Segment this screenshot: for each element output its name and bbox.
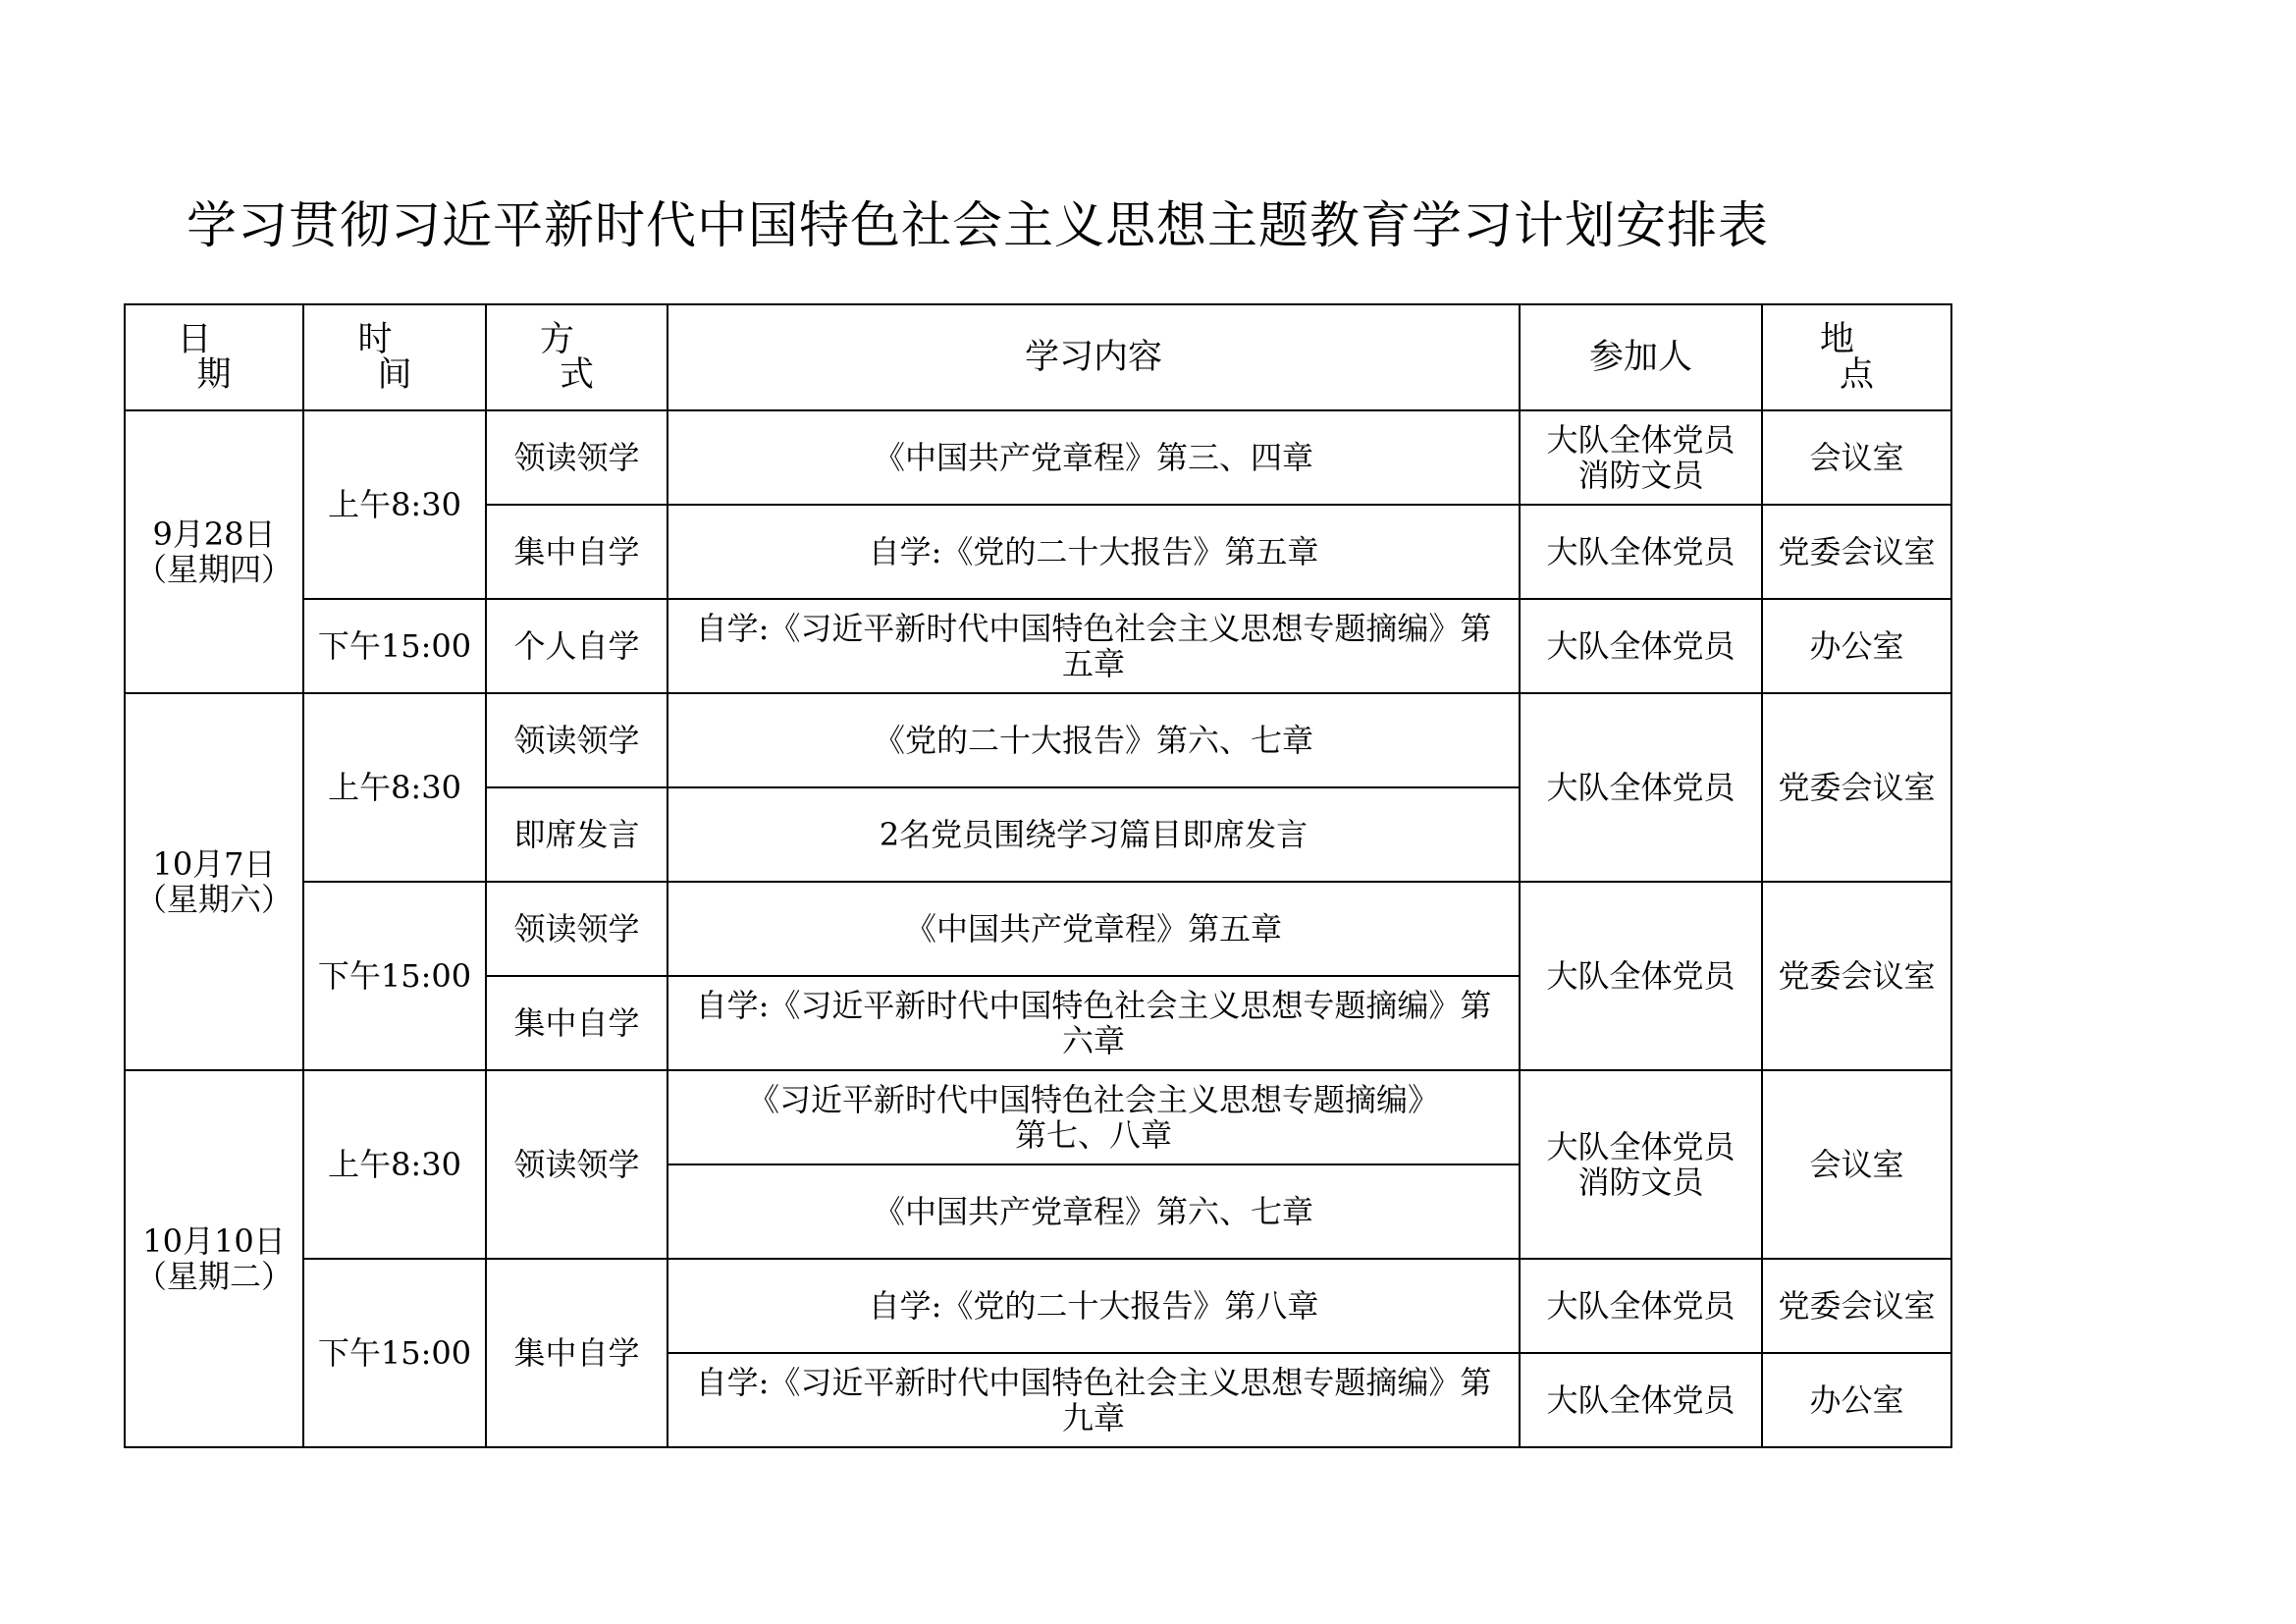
schedule-table [124, 303, 1952, 1448]
method-cell: 即席发言 [486, 787, 667, 882]
content-cell: 自学:《习近平新时代中国特色社会主义思想专题摘编》第 五章 [667, 599, 1520, 693]
header-row [125, 304, 1951, 410]
content-cell: 自学:《党的二十大报告》第五章 [667, 505, 1520, 599]
content-cell: 2名党员围绕学习篇目即席发言 [667, 787, 1520, 882]
participants-cell: 大队全体党员 [1520, 1353, 1762, 1447]
table-row [125, 1070, 1951, 1164]
content-cell: 《中国共产党章程》第三、四章 [667, 410, 1520, 505]
table-row [125, 599, 1951, 693]
method-cell: 集中自学 [486, 976, 667, 1070]
method-cell: 领读领学 [486, 882, 667, 976]
header-location: 地 点 [1762, 304, 1951, 410]
participants-cell: 大队全体党员 [1520, 599, 1762, 693]
content-cell: 《中国共产党章程》第五章 [667, 882, 1520, 976]
table-row [125, 693, 1951, 787]
time-cell: 下午15:00 [303, 1259, 486, 1447]
location-cell: 党委会议室 [1762, 693, 1951, 882]
content-cell: 《中国共产党章程》第六、七章 [667, 1164, 1520, 1259]
header-time: 时 间 [303, 304, 486, 410]
content-cell: 《习近平新时代中国特色社会主义思想专题摘编》 第七、八章 [667, 1070, 1520, 1164]
content-cell: 自学:《习近平新时代中国特色社会主义思想专题摘编》第 六章 [667, 976, 1520, 1070]
participants-cell: 大队全体党员 [1520, 505, 1762, 599]
method-cell: 个人自学 [486, 599, 667, 693]
location-cell: 办公室 [1762, 1353, 1951, 1447]
content-cell: 《党的二十大报告》第六、七章 [667, 693, 1520, 787]
participants-cell: 大队全体党员 [1520, 693, 1762, 882]
participants-cell: 大队全体党员 消防文员 [1520, 1070, 1762, 1259]
location-cell: 会议室 [1762, 410, 1951, 505]
date-cell: 10月10日 （星期二） [125, 1070, 303, 1447]
table-row [125, 1259, 1951, 1353]
location-cell: 会议室 [1762, 1070, 1951, 1259]
location-cell: 办公室 [1762, 599, 1951, 693]
method-cell: 集中自学 [486, 1259, 667, 1447]
location-cell: 党委会议室 [1762, 505, 1951, 599]
method-cell: 领读领学 [486, 693, 667, 787]
header-date: 日 期 [125, 304, 303, 410]
header-method: 方 式 [486, 304, 667, 410]
participants-cell: 大队全体党员 [1520, 882, 1762, 1070]
participants-cell: 大队全体党员 [1520, 1259, 1762, 1353]
date-cell: 10月7日 （星期六） [125, 693, 303, 1070]
location-cell: 党委会议室 [1762, 882, 1951, 1070]
page-title: 学习贯彻习近平新时代中国特色社会主义思想主题教育学习计划安排表 [187, 197, 1770, 255]
participants-cell: 大队全体党员 消防文员 [1520, 410, 1762, 505]
location-cell: 党委会议室 [1762, 1259, 1951, 1353]
time-cell: 下午15:00 [303, 599, 486, 693]
header-participants: 参加人 [1520, 304, 1762, 410]
header-content: 学习内容 [667, 304, 1520, 410]
method-cell: 领读领学 [486, 1070, 667, 1259]
time-cell: 上午8:30 [303, 1070, 486, 1259]
method-cell: 集中自学 [486, 505, 667, 599]
table-row [125, 882, 1951, 976]
time-cell: 下午15:00 [303, 882, 486, 1070]
content-cell: 自学:《党的二十大报告》第八章 [667, 1259, 1520, 1353]
table-row [125, 410, 1951, 505]
time-cell: 上午8:30 [303, 693, 486, 882]
time-cell: 上午8:30 [303, 410, 486, 599]
method-cell: 领读领学 [486, 410, 667, 505]
date-cell: 9月28日 （星期四） [125, 410, 303, 693]
content-cell: 自学:《习近平新时代中国特色社会主义思想专题摘编》第 九章 [667, 1353, 1520, 1447]
